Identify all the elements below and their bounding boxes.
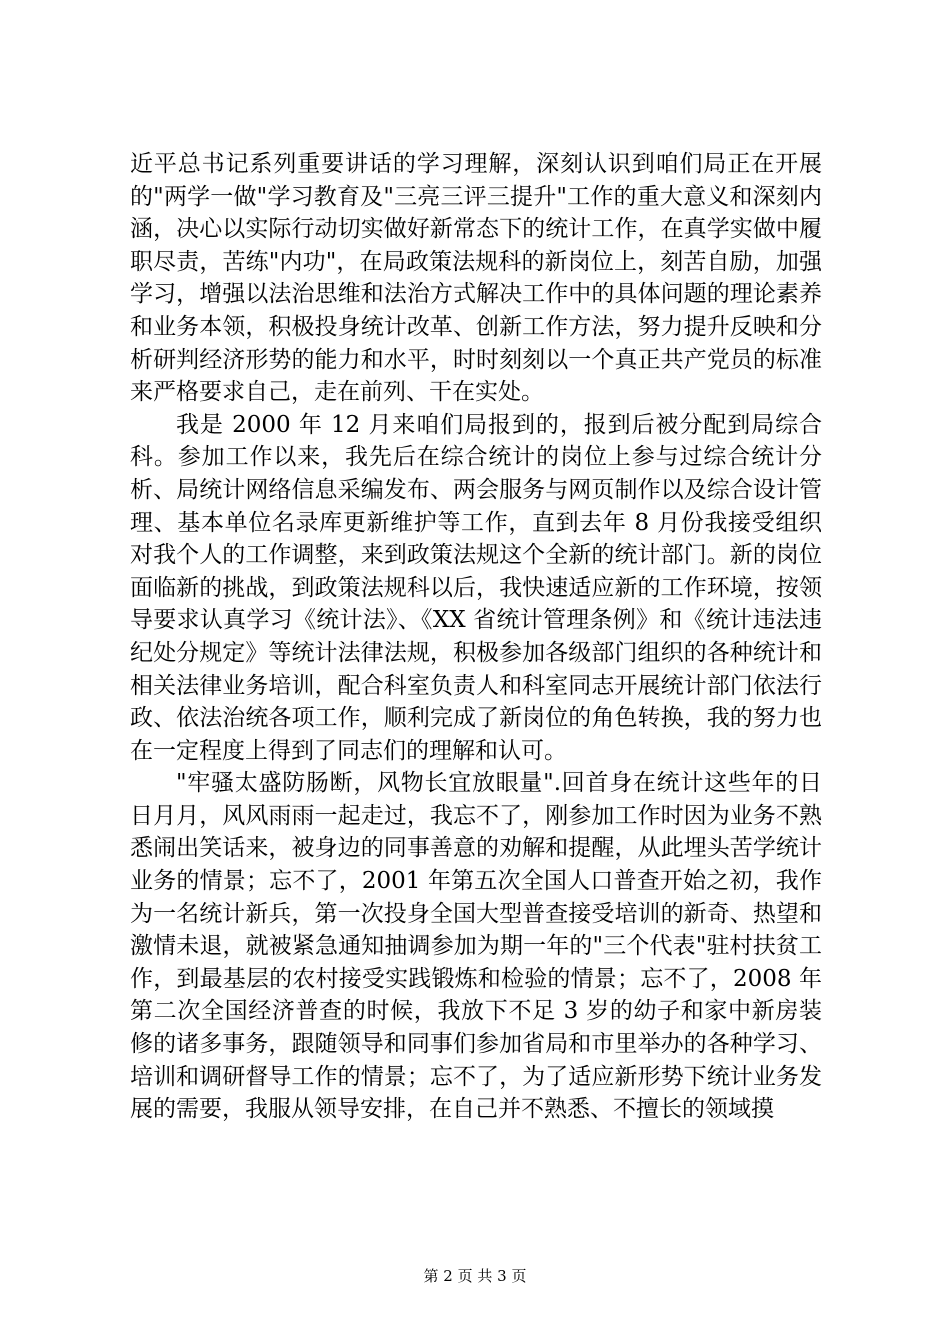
document-body	[130, 148, 822, 1126]
paragraph-3: "牢骚太盛防肠断，风物长宜放眼量".回首身在统计这些年的日日月月，风风雨雨一起走过，我忘不了，刚参加工作时因为业务不熟悉闹出笑话来，被身边的同事善意的劝解和提醒，从此埋头苦学统计业务的情景；忘不了，2001 年第五次全国人口普查开始之初，我作为一名统计新兵，第一次投身全国大型普查接受培训的新奇、热望和激情未退，就被紧急通知抽调参加为期一年的"三个代表"驻村扶贫工作，到最基层的农村接受实践锻炼和检验的情景；忘不了，2008 年第二次全国经济普查的时候，我放下不足 3 岁的幼子和家中新房装修的诸多事务，跟随领导和同事们参加省局和市里举办的各种学习、培训和调研督导工作的情景；忘不了，为了适应新形势下统计业务发展的需要，我服从领导安排，在自己并不熟悉、不擅长的领域摸	[130, 770, 822, 1123]
page-number-footer: 第 2 页 共 3 页	[423, 1267, 527, 1285]
paragraph-2: 我是 2000 年 12 月来咱们局报到的，报到后被分配到局综合科。参加工作以来，我先后在综合统计的岗位上参与过综合统计分析、局统计网络信息采编发布、两会服务与网页制作以及综合设计管理、基本单位名录库更新维护等工作，直到去年 8 月份我接受组织对我个人的工作调整，来到政策法规这个全新的统计部门。新的岗位面临新的挑战，到政策法规科以后，我快速适应新的工作环境，按领导要求认真学习《统计法》、《XX 省统计管理条例》和《统计违法违纪处分规定》等统计法律法规，积极参加各级部门组织的各种统计和相关法律业务培训，配合科室负责人和科室同志开展统计部门依法行政、依法治统各项工作，顺利完成了新岗位的角色转换，我的努力也在一定程度上得到了同志们的理解和认可。	[130, 411, 822, 764]
paragraph-1: 近平总书记系列重要讲话的学习理解，深刻认识到咱们局正在开展的"两学一做"学习教育及"三亮三评三提升"工作的重大意义和深刻内涵，决心以实际行动切实做好新常态下的统计工作，在真学实做中履职尽责，苦练"内功"，在局政策法规科的新岗位上，刻苦自励，加强学习，增强以法治思维和法治方式解决工作中的具体问题的理论素养和业务本领，积极投身统计改革、创新工作方法，努力提升反映和分析研判经济形势的能力和水平，时时刻刻以一个真正共产党员的标准来严格要求自己，走在前列、干在实处。	[130, 151, 822, 406]
